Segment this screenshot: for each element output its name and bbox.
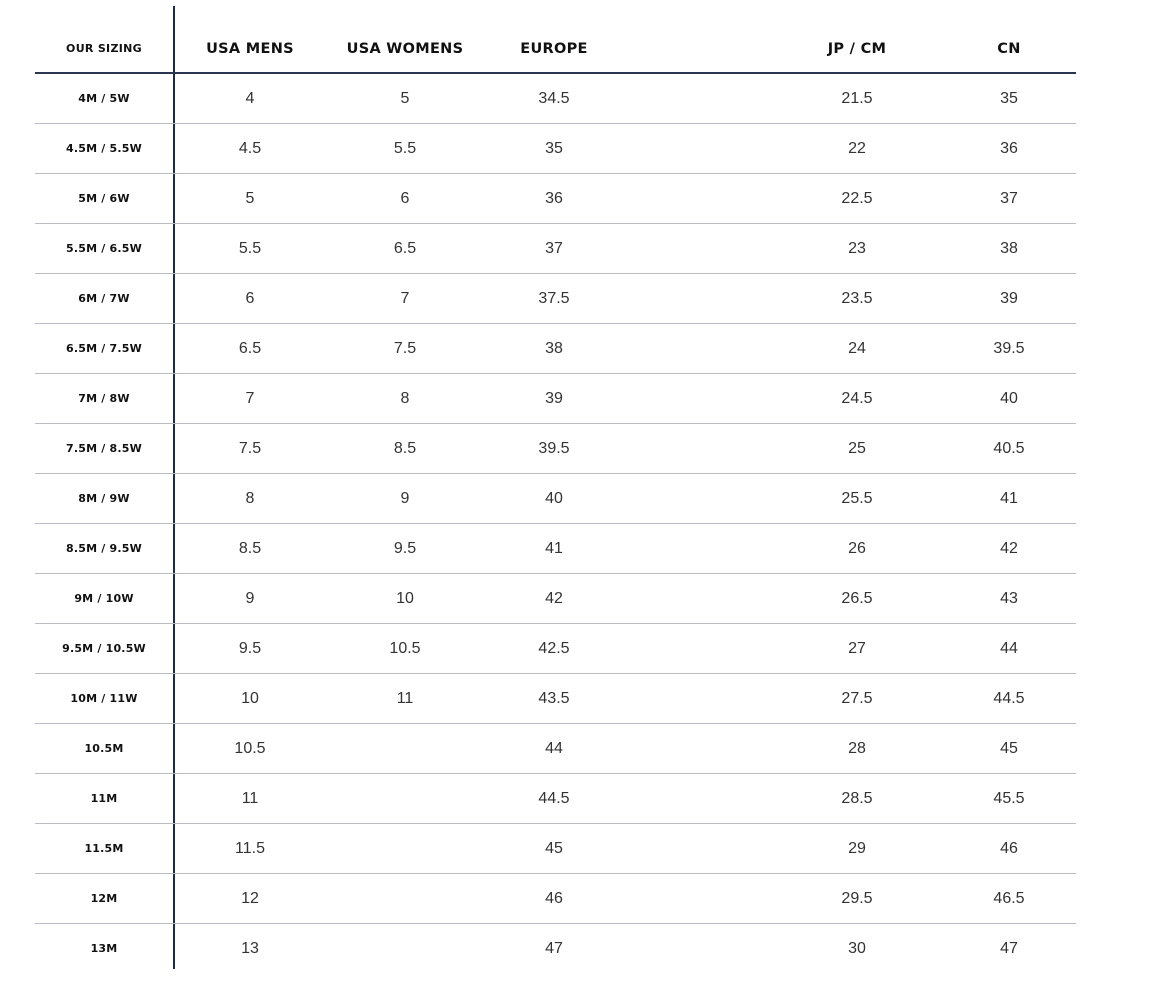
cell-usa-womens: 10 [396, 590, 414, 607]
cell-europe: 38 [545, 340, 563, 357]
table-row [35, 324, 1076, 374]
cell-our-sizing: 5M / 6W [78, 192, 130, 205]
header-usa-womens: USA WOMENS [346, 41, 464, 57]
cell-jp-cm: 22 [848, 140, 866, 157]
table-row [35, 824, 1076, 874]
cell-europe: 41 [545, 540, 563, 557]
cell-europe: 44 [545, 740, 563, 757]
cell-europe: 34.5 [538, 90, 570, 107]
cell-our-sizing: 8M / 9W [78, 492, 130, 505]
cell-cn: 39.5 [993, 340, 1025, 357]
cell-jp-cm: 29 [848, 840, 866, 857]
size-chart-body [35, 74, 1076, 973]
table-row [35, 674, 1076, 724]
cell-cn: 46 [1000, 840, 1018, 857]
cell-europe: 45 [545, 840, 563, 857]
table-row [35, 224, 1076, 274]
cell-cn: 35 [1000, 90, 1018, 107]
cell-usa-womens: 9 [400, 490, 410, 507]
cell-usa-mens: 7 [245, 390, 255, 407]
cell-usa-mens: 13 [241, 940, 259, 957]
cell-usa-mens: 6.5 [238, 340, 262, 357]
cell-jp-cm: 27 [848, 640, 866, 657]
cell-usa-womens: 8.5 [393, 440, 417, 457]
table-row [35, 724, 1076, 774]
cell-our-sizing: 6.5M / 7.5W [66, 342, 142, 355]
cell-cn: 39 [1000, 290, 1018, 307]
cell-our-sizing: 4.5M / 5.5W [66, 142, 142, 155]
cell-cn: 36 [1000, 140, 1018, 157]
cell-usa-womens: 11 [396, 690, 414, 707]
cell-usa-womens: 6 [400, 190, 410, 207]
cell-usa-mens: 12 [241, 890, 259, 907]
cell-our-sizing: 8.5M / 9.5W [66, 542, 142, 555]
cell-our-sizing: 11.5M [84, 842, 124, 855]
cell-jp-cm: 22.5 [841, 190, 873, 207]
cell-europe: 42 [545, 590, 563, 607]
table-row [35, 474, 1076, 524]
cell-our-sizing: 7M / 8W [78, 392, 130, 405]
cell-jp-cm: 21.5 [841, 90, 873, 107]
cell-cn: 44.5 [993, 690, 1025, 707]
table-row [35, 374, 1076, 424]
cell-jp-cm: 26 [848, 540, 866, 557]
cell-usa-mens: 5 [245, 190, 255, 207]
cell-usa-womens: 10.5 [389, 640, 421, 657]
cell-usa-womens: 7 [400, 290, 410, 307]
cell-usa-mens: 6 [245, 290, 255, 307]
table-row [35, 874, 1076, 924]
cell-cn: 40.5 [993, 440, 1025, 457]
cell-cn: 43 [1000, 590, 1018, 607]
cell-our-sizing: 10M / 11W [70, 692, 138, 705]
cell-usa-mens: 4.5 [238, 140, 262, 157]
cell-usa-womens [330, 874, 480, 923]
cell-cn: 46.5 [993, 890, 1025, 907]
cell-europe: 35 [545, 140, 563, 157]
cell-our-sizing: 9M / 10W [74, 592, 134, 605]
cell-jp-cm: 23 [848, 240, 866, 257]
table-row [35, 574, 1076, 624]
cell-usa-mens: 10 [241, 690, 259, 707]
cell-jp-cm: 23.5 [841, 290, 873, 307]
cell-our-sizing: 13M [90, 942, 118, 955]
table-row [35, 174, 1076, 224]
cell-jp-cm: 29.5 [841, 890, 873, 907]
cell-cn: 38 [1000, 240, 1018, 257]
cell-europe: 37 [545, 240, 563, 257]
cell-usa-womens: 8 [400, 390, 410, 407]
cell-usa-mens: 11.5 [235, 840, 265, 857]
table-header [35, 22, 1076, 74]
cell-usa-mens: 11 [241, 790, 259, 807]
cell-our-sizing: 9.5M / 10.5W [62, 642, 146, 655]
cell-cn: 47 [1000, 940, 1018, 957]
cell-usa-womens [330, 724, 480, 773]
cell-europe: 40 [545, 490, 563, 507]
cell-usa-mens: 8 [245, 490, 255, 507]
cell-our-sizing: 7.5M / 8.5W [66, 442, 142, 455]
cell-usa-womens: 9.5 [393, 540, 417, 557]
cell-our-sizing: 6M / 7W [78, 292, 130, 305]
cell-usa-mens: 5.5 [238, 240, 262, 257]
cell-usa-mens: 7.5 [238, 440, 262, 457]
cell-usa-womens: 5 [400, 90, 410, 107]
cell-usa-womens [330, 924, 480, 973]
header-jp-cm: JP / CM [827, 41, 887, 57]
table-row [35, 74, 1076, 124]
cell-cn: 40 [1000, 390, 1018, 407]
cell-usa-womens [330, 774, 480, 823]
cell-jp-cm: 25 [848, 440, 866, 457]
cell-europe: 37.5 [538, 290, 570, 307]
cell-europe: 36 [545, 190, 563, 207]
cell-jp-cm: 30 [848, 940, 866, 957]
table-row [35, 924, 1076, 973]
cell-usa-mens: 9.5 [238, 640, 262, 657]
cell-usa-womens: 6.5 [393, 240, 417, 257]
cell-usa-mens: 9 [245, 590, 255, 607]
cell-jp-cm: 24.5 [841, 390, 873, 407]
cell-usa-mens: 8.5 [238, 540, 262, 557]
cell-usa-womens [330, 824, 480, 873]
cell-jp-cm: 28.5 [841, 790, 873, 807]
cell-jp-cm: 25.5 [841, 490, 873, 507]
cell-jp-cm: 26.5 [841, 590, 873, 607]
cell-europe: 44.5 [538, 790, 570, 807]
header-usa-mens: USA MENS [206, 41, 294, 57]
cell-our-sizing: 5.5M / 6.5W [66, 242, 142, 255]
table-row [35, 624, 1076, 674]
cell-cn: 44 [1000, 640, 1018, 657]
cell-europe: 39 [545, 390, 563, 407]
cell-jp-cm: 28 [848, 740, 866, 757]
cell-usa-mens: 10.5 [234, 740, 266, 757]
cell-cn: 42 [1000, 540, 1018, 557]
cell-cn: 45.5 [993, 790, 1025, 807]
cell-cn: 45 [1000, 740, 1018, 757]
cell-our-sizing: 12M [90, 892, 118, 905]
cell-usa-mens: 4 [245, 90, 255, 107]
cell-cn: 41 [1000, 490, 1018, 507]
header-our-sizing: OUR SIZING [66, 42, 142, 55]
cell-europe: 39.5 [538, 440, 570, 457]
table-row [35, 424, 1076, 474]
cell-our-sizing: 10.5M [84, 742, 124, 755]
cell-europe: 47 [545, 940, 563, 957]
table-row [35, 774, 1076, 824]
table-row [35, 274, 1076, 324]
cell-jp-cm: 24 [848, 340, 866, 357]
cell-cn: 37 [1000, 190, 1018, 207]
cell-europe: 42.5 [538, 640, 570, 657]
cell-our-sizing: 4M / 5W [78, 92, 130, 105]
table-row [35, 524, 1076, 574]
cell-europe: 43.5 [538, 690, 570, 707]
cell-europe: 46 [545, 890, 563, 907]
header-cn: CN [997, 41, 1021, 57]
table-row [35, 124, 1076, 174]
header-europe: EUROPE [520, 41, 588, 57]
cell-usa-womens: 5.5 [393, 140, 417, 157]
cell-our-sizing: 11M [90, 792, 118, 805]
cell-usa-womens: 7.5 [393, 340, 417, 357]
cell-jp-cm: 27.5 [841, 690, 873, 707]
